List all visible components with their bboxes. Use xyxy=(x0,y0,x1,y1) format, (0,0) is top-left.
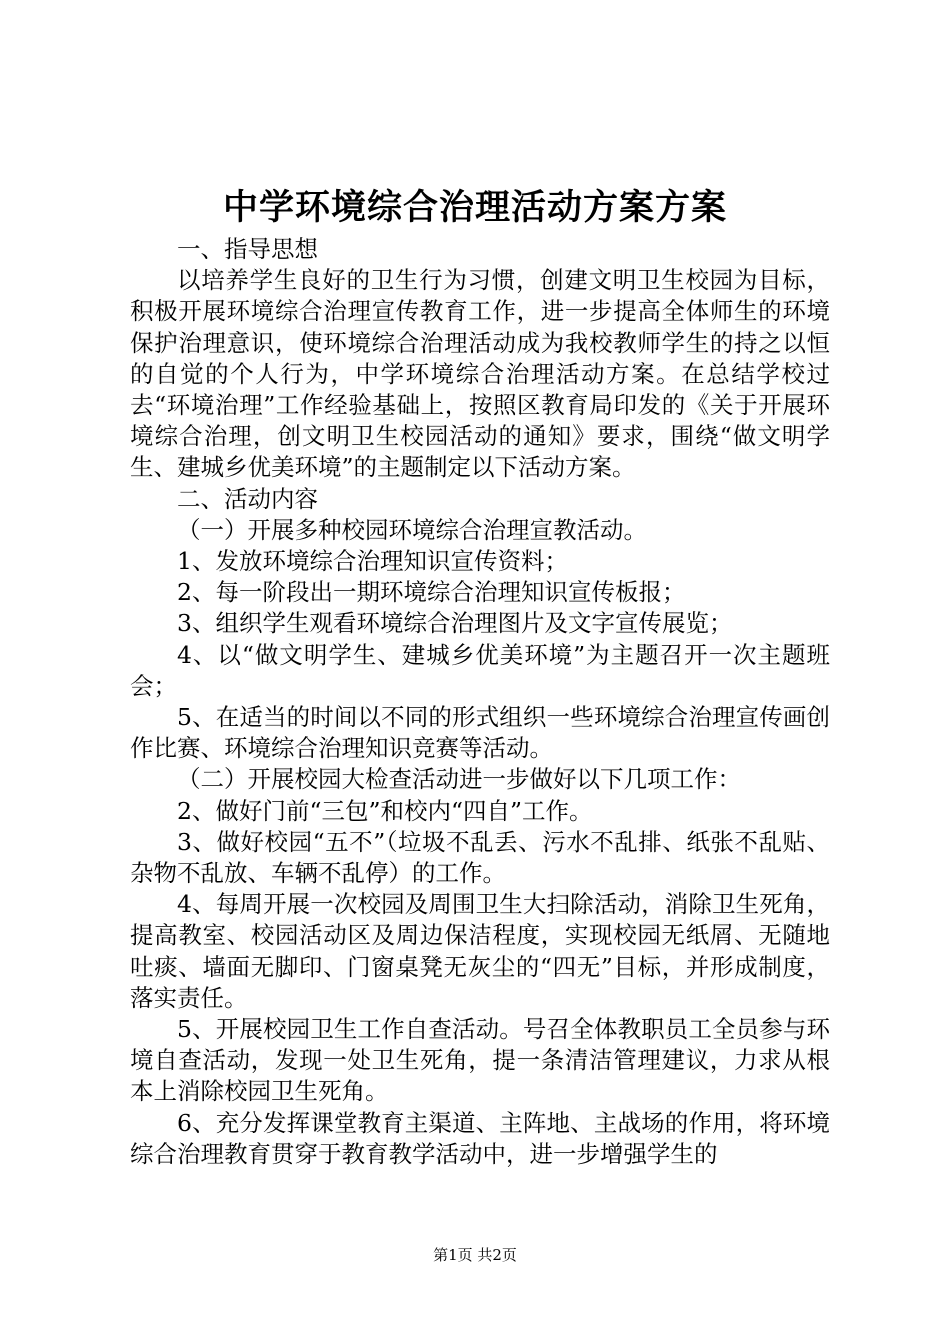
section-heading: 一、指导思想 xyxy=(177,235,318,263)
document-body xyxy=(130,234,830,1170)
list-item: 2、做好门前“三包”和校内“四自”工作。 xyxy=(177,796,593,825)
list-item: 5、开展校园卫生工作自查活动。号召全体教职员工全员参与环境自查活动，发现一处卫生死角，提一条清洁管理建议，力求从根本上消除校园卫生死角。 xyxy=(130,1015,830,1106)
list-item: 3、做好校园“五不”（垃圾不乱丢、污水不乱排、纸张不乱贴、杂物不乱放、车辆不乱停）的工作。 xyxy=(130,827,830,888)
document-title: 中学环境综合治理活动方案方案 xyxy=(222,187,727,228)
subsection-heading: （一）开展多种校园环境综合治理宣教活动。 xyxy=(177,515,647,544)
subsection-heading: （二）开展校园大检查活动进一步做好以下几项工作： xyxy=(177,765,741,794)
section-heading: 二、活动内容 xyxy=(177,484,318,513)
list-item: 2、每一阶段出一期环境综合治理知识宣传板报； xyxy=(177,578,686,607)
page-footer: 第1页 共2页 xyxy=(433,1246,517,1264)
list-item: 1、发放环境综合治理知识宣传资料； xyxy=(177,547,568,576)
list-item: 5、在适当的时间以不同的形式组织一些环境综合治理宣传画创作比赛、环境综合治理知识竞赛等活动。 xyxy=(130,703,830,763)
list-item: 6、充分发挥课堂教育主渠道、主阵地、主战场的作用，将环境综合治理教育贯穿于教育教学活动中，进一步增强学生的 xyxy=(130,1108,830,1168)
list-item: 4、以“做文明学生、建城乡优美环境”为主题召开一次主题班会； xyxy=(130,640,830,700)
list-item: 3、组织学生观看环境综合治理图片及文字宣传展览； xyxy=(177,609,733,638)
list-item: 4、每周开展一次校园及周围卫生大扫除活动，消除卫生死角，提高教室、校园活动区及周边保洁程度，实现校园无纸屑、无随地吐痰、墙面无脚印、门窗桌凳无灰尘的“四无”目标，并形成制度，落实责任。 xyxy=(130,890,830,1012)
paragraph: 以培养学生良好的卫生行为习惯，创建文明卫生校园为目标，积极开展环境综合治理宣传教育工作，进一步提高全体师生的环境保护治理意识，使环境综合治理活动成为我校教师学生的持之以恒的自觉的个人行为，中学环境综合治理活动方案。在总结学校过去“环境治理”工作经验基础上，按照区教育局印发的《关于开展环境综合治理，创文明卫生校园活动的通知》要求，围绕“做文明学生、建城乡优美环境”的主题制定以下活动方案。 xyxy=(130,266,830,482)
